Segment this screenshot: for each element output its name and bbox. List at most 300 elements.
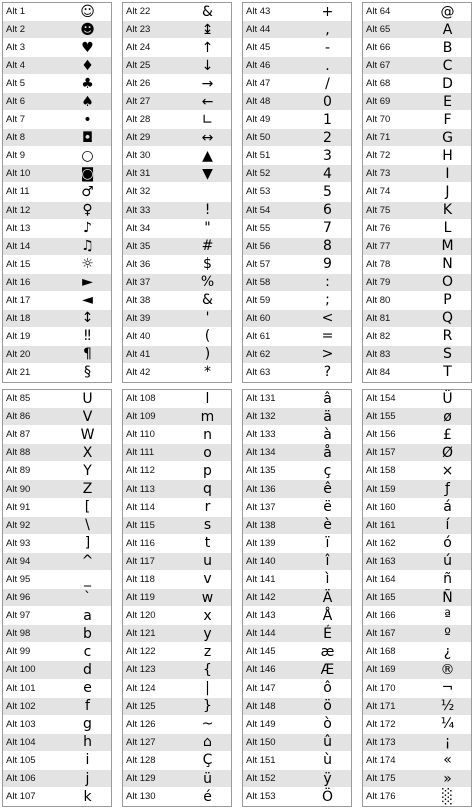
alt-code-label: Alt 59 [246,294,271,306]
alt-code-label: Alt 99 [6,646,31,658]
alt-code-label: Alt 148 [246,700,276,712]
alt-code-label: Alt 170 [366,682,396,694]
alt-code-row [123,480,231,498]
alt-code-row [3,75,111,93]
alt-code-character: " [204,220,211,237]
alt-code-character: ; [325,292,330,309]
alt-code-label: Alt 23 [126,24,151,36]
alt-code-row [363,238,471,256]
alt-code-label: Alt 136 [246,483,276,495]
alt-code-character: ► [82,274,93,291]
alt-code-label: Alt 67 [366,60,391,72]
alt-code-label: Alt 28 [126,114,151,126]
alt-code-character: ⌂ [203,734,212,751]
alt-code-label: Alt 69 [366,96,391,108]
alt-code-row [123,111,231,129]
alt-code-row [123,129,231,147]
alt-code-label: Alt 51 [246,150,271,162]
alt-code-label: Alt 71 [366,132,391,144]
alt-code-label: Alt 157 [366,447,396,459]
alt-code-label: Alt 6 [6,96,26,108]
alt-code-character: ` [84,589,91,606]
alt-code-row [123,390,231,408]
alt-code-row [3,680,111,698]
alt-code-row [363,788,471,806]
alt-code-label: Alt 55 [246,222,271,234]
alt-code-character: U [82,390,93,407]
alt-code-character: u [203,553,212,570]
alt-code-label: Alt 15 [6,258,31,270]
alt-code-row [3,3,111,21]
alt-code-label: Alt 60 [246,312,271,324]
alt-code-label: Alt 131 [246,393,276,405]
alt-code-row [3,111,111,129]
alt-code-label: Alt 105 [6,754,36,766]
alt-code-label: Alt 122 [126,646,156,658]
alt-code-character: Æ [320,661,335,678]
alt-code-character: ó [443,535,452,552]
alt-code-character: ▲ [202,147,213,164]
alt-code-row [123,364,231,382]
alt-code-row [243,625,351,643]
alt-code-character: x [203,607,212,624]
alt-code-character: â [323,390,332,407]
alt-code-label: Alt 26 [126,78,151,90]
alt-code-character: ♀ [82,202,93,219]
alt-code-row [3,752,111,770]
alt-code-character: b [83,625,92,642]
alt-code-character: £ [443,426,452,443]
alt-code-character: ô [323,680,332,697]
alt-code-row [3,238,111,256]
alt-code-row [363,292,471,310]
alt-code-label: Alt 20 [6,348,31,360]
alt-code-row [123,408,231,426]
alt-code-character: $ [203,256,212,273]
alt-code-row [363,499,471,517]
alt-code-label: Alt 18 [6,312,31,324]
alt-code-label: Alt 121 [126,628,156,640]
alt-code-row [3,21,111,39]
alt-code-character: º [444,625,451,642]
alt-code-row [3,698,111,716]
alt-code-character: 8 [323,238,332,255]
alt-code-row [243,643,351,661]
alt-code-label: Alt 4 [6,60,26,72]
alt-code-row [363,589,471,607]
alt-code-label: Alt 133 [246,429,276,441]
alt-code-character: o [203,444,212,461]
alt-code-row [363,643,471,661]
alt-code-row [243,3,351,21]
alt-code-row [363,39,471,57]
alt-code-label: Alt 119 [126,592,155,604]
alt-code-character: ♫ [81,238,94,255]
alt-code-label: Alt 124 [126,682,156,694]
alt-code-row [363,517,471,535]
alt-code-row [243,21,351,39]
alt-code-label: Alt 93 [6,537,31,549]
alt-code-character: ö [323,698,332,715]
alt-code-label: Alt 174 [366,754,396,766]
alt-code-character: à [323,426,332,443]
alt-code-label: Alt 36 [126,258,151,270]
alt-code-label: Alt 31 [126,168,151,180]
alt-code-panel [362,2,472,383]
alt-code-label: Alt 139 [246,537,276,549]
alt-code-row [123,238,231,256]
alt-code-row [363,111,471,129]
alt-code-character: z [203,643,212,660]
alt-code-label: Alt 46 [246,60,271,72]
alt-code-label: Alt 44 [246,24,271,36]
alt-code-label: Alt 143 [246,610,276,622]
alt-code-character: ? [323,364,332,381]
alt-code-row [243,680,351,698]
alt-code-character: ù [323,752,332,769]
alt-code-label: Alt 11 [6,186,30,198]
alt-code-label: Alt 150 [246,736,276,748]
alt-code-character: ® [440,661,455,678]
alt-code-label: Alt 9 [6,150,26,162]
alt-code-label: Alt 52 [246,168,271,180]
alt-code-character: p [203,462,212,479]
alt-code-character: Ç [202,752,213,769]
alt-code-label: Alt 100 [6,664,36,676]
alt-code-character: O [441,274,454,291]
alt-code-label: Alt 79 [366,276,391,288]
alt-code-label: Alt 169 [366,664,396,676]
alt-code-character: @ [440,3,455,20]
alt-code-row [123,535,231,553]
alt-code-character: d [83,661,92,678]
alt-code-character: ↔ [201,129,214,146]
alt-code-label: Alt 89 [6,465,31,477]
alt-code-character: É [323,625,332,642]
alt-code-label: Alt 161 [366,519,396,531]
alt-code-row [363,698,471,716]
alt-code-row [3,165,111,183]
alt-code-character: M [441,238,454,255]
alt-code-row [123,328,231,346]
alt-code-row [3,535,111,553]
alt-code-row [3,499,111,517]
alt-code-label: Alt 75 [366,204,391,216]
alt-code-label: Alt 5 [6,78,26,90]
alt-code-label: Alt 103 [6,718,36,730]
alt-code-row [3,39,111,57]
alt-code-row [123,571,231,589]
alt-code-row [243,274,351,292]
alt-code-character: ^ [81,553,94,570]
alt-code-character: ú [443,553,452,570]
alt-code-character: ÿ [323,770,332,787]
alt-code-label: Alt 13 [6,222,31,234]
alt-code-character: i [85,752,90,769]
alt-code-character: n [203,426,212,443]
alt-code-label: Alt 64 [366,6,391,18]
alt-code-row [363,716,471,734]
alt-code-character: ª [444,607,451,624]
alt-code-character: ♠ [81,93,94,110]
alt-code-label: Alt 14 [6,240,31,252]
alt-code-character: f [85,698,90,715]
alt-code-row [363,328,471,346]
alt-code-row [363,607,471,625]
alt-code-row [243,183,351,201]
alt-code-row [243,165,351,183]
alt-code-label: Alt 56 [246,240,271,252]
alt-code-row [3,364,111,382]
alt-code-row [363,535,471,553]
alt-code-label: Alt 142 [246,592,276,604]
alt-code-character: ¬ [441,680,454,697]
alt-code-row [3,183,111,201]
alt-code-row [243,147,351,165]
alt-code-label: Alt 154 [366,393,396,405]
alt-code-character: | [205,680,210,697]
alt-code-label: Alt 70 [366,114,391,126]
alt-code-label: Alt 173 [366,736,396,748]
alt-code-character: ↕ [81,310,94,327]
alt-code-row [363,274,471,292]
alt-code-character: [ [84,499,91,516]
alt-code-label: Alt 39 [126,312,151,324]
alt-code-row [243,553,351,571]
alt-code-character: ç [323,462,332,479]
alt-code-row [363,3,471,21]
alt-code-row [363,21,471,39]
alt-code-row [123,202,231,220]
alt-code-character: N [442,256,453,273]
alt-code-row [123,256,231,274]
alt-code-label: Alt 22 [126,6,151,18]
alt-code-label: Alt 41 [126,348,151,360]
alt-code-label: Alt 32 [126,186,151,198]
alt-code-label: Alt 27 [126,96,151,108]
alt-code-label: Alt 130 [126,791,156,803]
alt-code-label: Alt 77 [366,240,391,252]
alt-code-row [123,734,231,752]
alt-code-label: Alt 19 [6,330,31,342]
alt-code-character: Ñ [442,589,453,606]
alt-code-row [123,698,231,716]
alt-code-character: 1 [323,111,332,128]
alt-code-label: Alt 102 [6,700,36,712]
alt-code-row [363,444,471,462]
alt-code-label: Alt 129 [126,773,156,785]
alt-code-character: e [83,680,92,697]
alt-code-character: & [202,3,213,20]
alt-code-label: Alt 62 [246,348,271,360]
alt-code-character: 3 [323,147,332,164]
alt-code-character: ◄ [82,292,93,309]
alt-code-label: Alt 175 [366,773,396,785]
alt-code-character: \ [85,517,90,534]
alt-code-row [123,680,231,698]
alt-code-label: Alt 3 [6,42,26,54]
alt-code-row [243,238,351,256]
alt-code-label: Alt 108 [126,393,156,405]
alt-code-character: § [84,364,91,381]
alt-code-character: ♣ [81,75,94,92]
alt-code-character: L [443,220,452,237]
alt-code-label: Alt 140 [246,555,276,567]
alt-code-character: 2 [323,129,332,146]
alt-code-character: 5 [323,183,332,200]
alt-code-label: Alt 88 [6,447,31,459]
alt-code-row [3,462,111,480]
alt-code-label: Alt 167 [366,628,396,640]
alt-code-character: ♂ [81,183,94,200]
alt-code-row [123,553,231,571]
alt-code-character: è [323,517,332,534]
alt-code-label: Alt 33 [126,204,151,216]
alt-code-label: Alt 137 [246,501,276,513]
alt-code-row [363,220,471,238]
alt-code-character: X [82,444,93,461]
alt-code-label: Alt 47 [246,78,271,90]
alt-code-character: å [323,444,332,461]
alt-code-label: Alt 12 [6,204,31,216]
alt-code-row [3,517,111,535]
alt-code-label: Alt 72 [366,150,391,162]
alt-code-row [123,643,231,661]
alt-code-row [3,220,111,238]
alt-code-panel [122,389,232,807]
alt-code-character: ¡ [444,734,451,751]
alt-code-character: ï [325,535,330,552]
alt-code-row [243,39,351,57]
alt-code-label: Alt 95 [6,573,31,585]
alt-code-character: ← [201,93,214,110]
alt-code-row [3,274,111,292]
alt-code-label: Alt 138 [246,519,276,531]
alt-code-label: Alt 73 [366,168,391,180]
alt-code-character: < [321,310,334,327]
alt-code-character: . [325,57,330,74]
alt-code-row [243,390,351,408]
alt-code-row [123,444,231,462]
alt-code-character: ¼ [440,716,455,733]
alt-code-row [123,426,231,444]
alt-code-character: → [201,75,214,92]
alt-code-row [3,147,111,165]
alt-code-label: Alt 166 [366,610,396,622]
alt-code-character: # [201,238,214,255]
alt-code-row [123,770,231,788]
alt-code-character: r [204,499,211,516]
alt-code-row [363,734,471,752]
alt-code-row [123,3,231,21]
alt-code-row [3,129,111,147]
alt-code-row [123,625,231,643]
alt-code-row [3,426,111,444]
alt-code-row [3,346,111,364]
alt-code-label: Alt 81 [366,312,391,324]
alt-code-panel [242,389,352,807]
alt-code-character: A [442,21,453,38]
alt-code-character: R [442,328,453,345]
alt-code-label: Alt 132 [246,411,276,423]
alt-code-label: Alt 164 [366,573,396,585]
alt-code-label: Alt 48 [246,96,271,108]
alt-code-row [363,93,471,111]
alt-code-label: Alt 106 [6,773,36,785]
alt-code-character: Q [441,310,454,327]
alt-code-character: é [203,788,212,805]
alt-code-character: k [83,788,92,805]
alt-code-label: Alt 114 [126,501,155,513]
alt-code-label: Alt 171 [366,700,396,712]
alt-code-row [3,93,111,111]
alt-code-character: ë [323,499,332,516]
alt-code-character: % [200,274,215,291]
alt-code-label: Alt 160 [366,501,396,513]
alt-code-character: ↑ [201,39,214,56]
alt-code-row [243,734,351,752]
alt-code-row [363,462,471,480]
alt-code-label: Alt 109 [126,411,156,423]
alt-code-character: G [442,129,453,146]
alt-code-character: ↓ [201,57,214,74]
alt-code-row [123,310,231,328]
alt-code-label: Alt 50 [246,132,271,144]
alt-code-character: m [200,408,215,425]
alt-code-row [123,274,231,292]
alt-code-row [3,553,111,571]
alt-code-character: ø [443,408,452,425]
alt-code-character: c [83,643,92,660]
alt-code-character: + [321,3,334,20]
alt-code-row [363,752,471,770]
alt-code-row [243,328,351,346]
alt-code-row [3,444,111,462]
alt-code-row [243,364,351,382]
alt-code-character: K [442,202,453,219]
alt-code-label: Alt 65 [366,24,391,36]
alt-code-label: Alt 80 [366,294,391,306]
alt-code-character: î [325,553,330,570]
alt-code-row [123,292,231,310]
alt-code-character: _ [84,571,91,588]
alt-code-label: Alt 98 [6,628,31,640]
alt-code-character: ñ [443,571,452,588]
alt-code-label: Alt 145 [246,646,276,658]
alt-code-label: Alt 21 [6,366,31,378]
alt-code-character: ◘ [81,129,94,146]
alt-code-label: Alt 117 [126,555,155,567]
alt-code-character: ) [204,346,211,363]
alt-code-character: I [445,165,450,182]
alt-code-row [123,57,231,75]
alt-code-character: a [83,607,92,624]
alt-code-label: Alt 144 [246,628,276,640]
alt-code-label: Alt 128 [126,754,156,766]
alt-code-label: Alt 54 [246,204,271,216]
alt-code-row [123,661,231,679]
alt-code-label: Alt 115 [126,519,155,531]
alt-code-character: 6 [323,202,332,219]
alt-code-row [123,788,231,806]
alt-code-character: Y [83,462,92,479]
alt-code-character: h [83,734,92,751]
alt-code-label: Alt 16 [6,276,31,288]
alt-code-label: Alt 86 [6,411,31,423]
alt-code-row [243,346,351,364]
alt-code-row [243,256,351,274]
alt-code-character: ä [323,408,332,425]
